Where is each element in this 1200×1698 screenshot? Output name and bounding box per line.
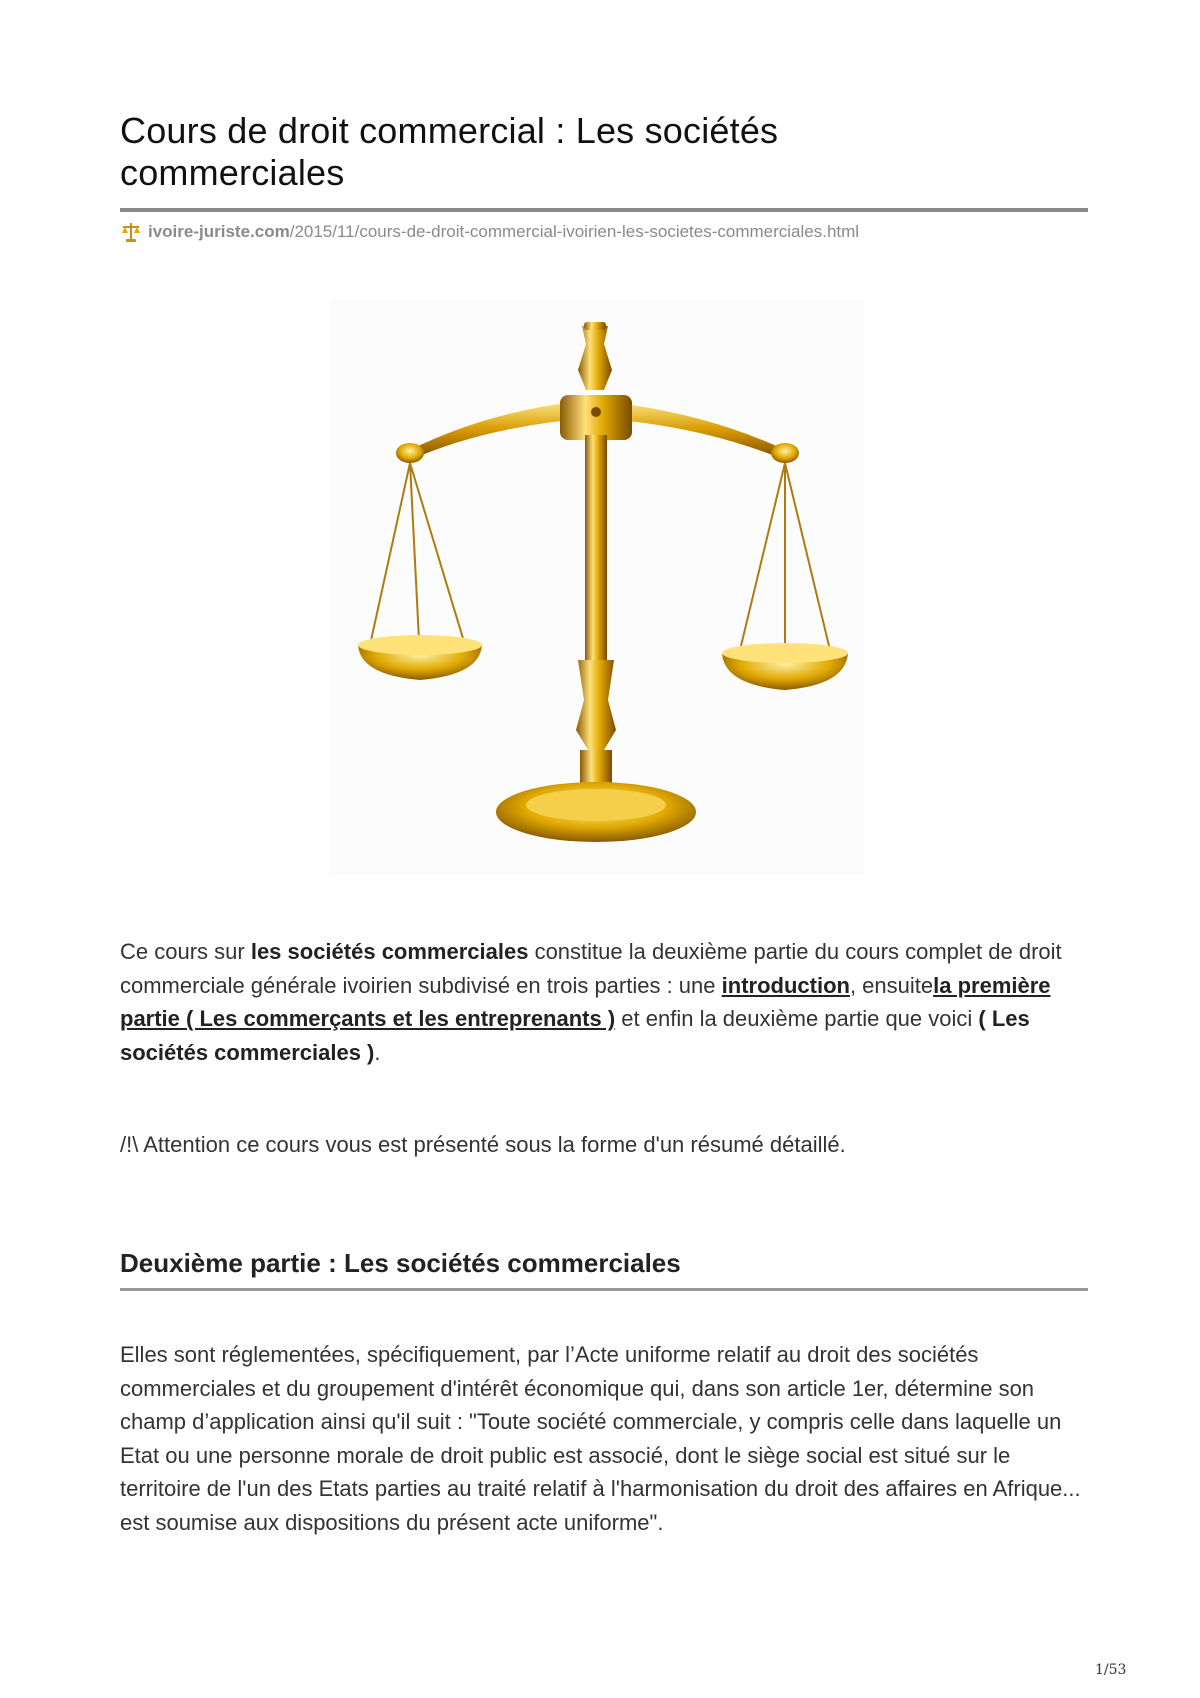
scales-icon [120,221,142,243]
intro-text-5: . [374,1039,381,1065]
section-body-paragraph: Elles sont réglementées, spécifiquement, par l’Acte uniforme relatif au droit des sociétés commerciales et du groupement d'intérêt économique qui, dans son article 1er, détermine son champ d’application ainsi qu'il suit : "Toute société commerciale, y compris celle dans laquelle un Etat ou une personne morale de droit public est associé, dont le siège social est situé sur le territoire de l'un des Etats parties au traité relatif à l'harmonisation du droit des affaires en Afrique... est soumise aux dispositions du présent acte uniforme". [120,1342,1081,1535]
title-divider [120,208,1088,212]
scales-of-justice-illustration [330,300,865,875]
page-title: Cours de droit commercial : Les sociétés commerciales [120,110,779,193]
intro-text-3: , ensuite [849,972,934,998]
warning-paragraph: /!\ Attention ce cours vous est présenté sous la forme d'un résumé détaillé. [120,1132,846,1157]
premiere-partie-link[interactable]: la première partie ( Les commerçants et les entreprenants ) [120,972,1051,1031]
source-path: /2015/11/cours-de-droit-commercial-ivoirien-les-societes-commerciales.html [289,222,860,241]
section-heading: Deuxième partie : Les sociétés commerciales [120,1248,681,1278]
intro-paragraph [120,935,1090,1069]
source-url[interactable] [120,220,859,244]
intro-text-4: et enfin la deuxième partie que voici [615,1006,979,1031]
source-domain: ivoire-juriste.com [148,222,290,241]
intro-text-1: Ce cours sur [120,939,251,964]
introduction-link[interactable]: introduction [721,972,850,998]
page-number: 1/53 [1095,1662,1127,1678]
intro-text-2: constitue la deuxième partie du cours complet de droit commerciale générale ivoirien subdivisé en trois parties : une [120,939,1062,998]
intro-bold-2: ( Les sociétés commerciales ) [120,1006,1030,1065]
section-divider [120,1288,1088,1291]
intro-bold-1: les sociétés commerciales [250,939,529,964]
